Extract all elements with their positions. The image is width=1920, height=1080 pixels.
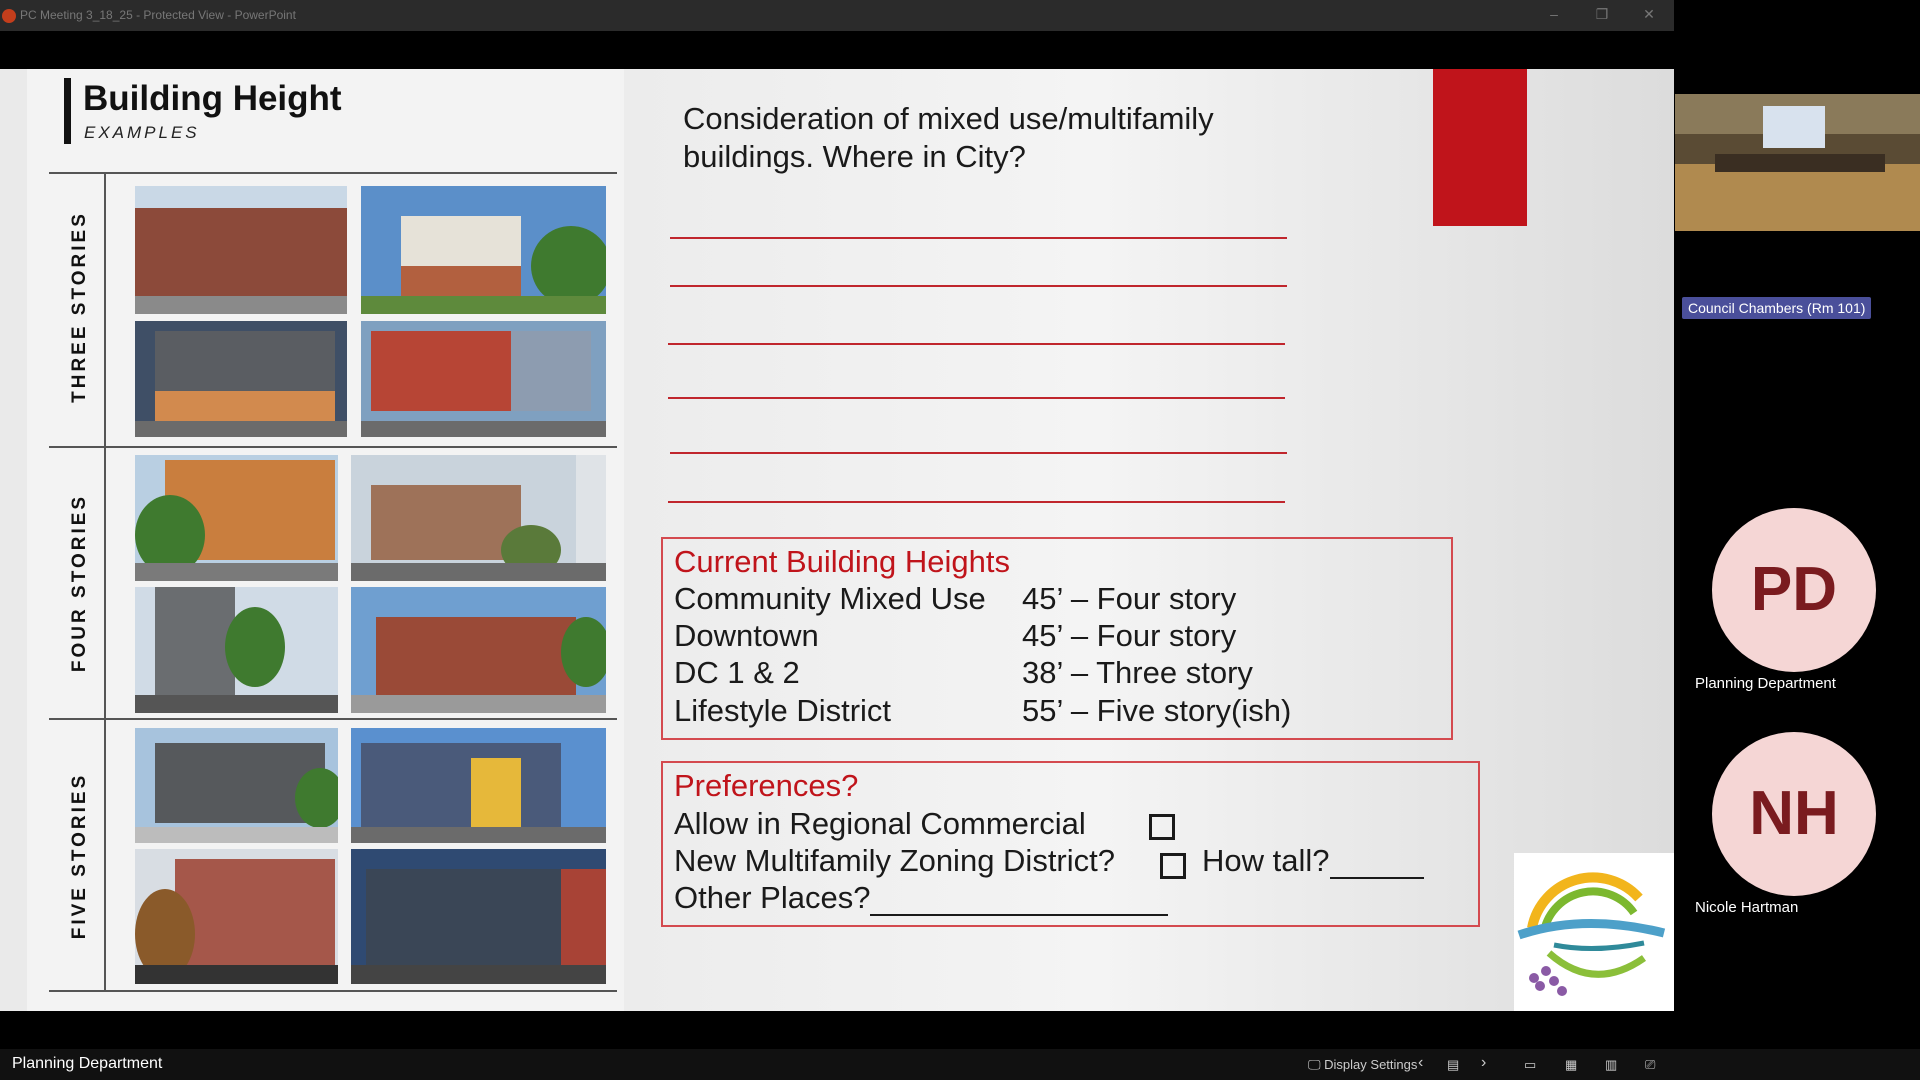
divider [49, 990, 617, 992]
window-titlebar [0, 0, 1674, 31]
slide-title: Building Height [83, 79, 342, 118]
building-photo [351, 587, 606, 713]
building-photo [135, 728, 338, 843]
building-photo [361, 186, 606, 314]
chevron-right-icon[interactable]: › [1481, 1054, 1487, 1071]
window-title: PC Meeting 3_18_25 - Protected View - PowerPoint [20, 8, 296, 22]
participant-name: Planning Department [1695, 675, 1836, 692]
district-height: 45’ – Four story [1022, 581, 1237, 616]
display-settings-button[interactable]: 🖵 Display Settings [1308, 1057, 1418, 1072]
title-accent-bar [64, 78, 71, 144]
answer-line [670, 237, 1287, 239]
checkbox-new-district[interactable] [1160, 853, 1186, 879]
answer-line [668, 343, 1285, 345]
district-name: Downtown [674, 618, 819, 653]
building-photo [135, 186, 347, 314]
answer-line [668, 501, 1285, 503]
answer-line [670, 452, 1287, 454]
building-photo [361, 321, 606, 437]
district-height: 55’ – Five story(ish) [1022, 693, 1292, 728]
normal-view-icon[interactable]: ▭ [1524, 1057, 1537, 1072]
slide-subtitle: EXAMPLES [84, 123, 200, 142]
building-photo [351, 455, 606, 581]
building-photo [351, 849, 606, 984]
row-label-four: FOUR STORIES [69, 493, 90, 673]
district-name: DC 1 & 2 [674, 655, 800, 690]
monitor-icon: 🖵 [1308, 1057, 1325, 1072]
divider [104, 172, 106, 992]
other-places-blank [870, 914, 1168, 916]
consideration-question: Consideration of mixed use/multifamily buildings. Where in City? [683, 101, 1214, 174]
building-photo [135, 587, 338, 713]
building-photo [135, 455, 338, 581]
powerpoint-icon [2, 9, 16, 23]
bottom-bar [0, 1049, 1920, 1080]
close-button[interactable]: ✕ [1643, 6, 1655, 22]
slide-icon[interactable]: ▤ [1447, 1057, 1460, 1072]
building-photo [135, 321, 347, 437]
checkbox-regional-commercial[interactable] [1149, 814, 1175, 840]
district-name: Lifestyle District [674, 693, 892, 728]
reading-view-icon[interactable]: ▥ [1605, 1057, 1618, 1072]
preference-new-district: New Multifamily Zoning District? [674, 843, 1115, 878]
answer-line [668, 397, 1285, 399]
how-tall-blank [1330, 877, 1424, 879]
how-tall-label: How tall? [1202, 843, 1424, 879]
accent-block [1433, 69, 1527, 226]
participant-avatar[interactable]: PD [1712, 508, 1876, 672]
other-places-label: Other Places? [674, 880, 1168, 916]
divider [49, 718, 617, 720]
district-height: 45’ – Four story [1022, 618, 1237, 653]
restore-button[interactable]: ❐ [1595, 6, 1609, 22]
participant-name: Nicole Hartman [1695, 899, 1799, 916]
room-label: Council Chambers (Rm 101) [1682, 297, 1871, 319]
row-label-five: FIVE STORIES [69, 772, 90, 940]
divider [49, 172, 617, 174]
city-logo [1514, 853, 1674, 1011]
chevron-left-icon[interactable]: ‹ [1418, 1054, 1424, 1071]
slideshow-icon[interactable]: ⎚ [1645, 1057, 1656, 1072]
building-photo [135, 849, 338, 984]
preference-regional-commercial: Allow in Regional Commercial [674, 806, 1086, 841]
presenter-name: Planning Department [12, 1055, 163, 1072]
preferences-title: Preferences? [674, 768, 859, 803]
district-height: 38’ – Three story [1022, 655, 1253, 690]
council-chambers-video[interactable] [1675, 94, 1920, 231]
slide-sorter-icon[interactable]: ▦ [1565, 1057, 1578, 1072]
building-photo [351, 728, 606, 843]
participant-avatar[interactable]: NH [1712, 732, 1876, 896]
row-label-three: THREE STORIES [69, 211, 90, 403]
district-name: Community Mixed Use [674, 581, 986, 616]
current-heights-title: Current Building Heights [674, 544, 1011, 579]
minimize-button[interactable]: – [1550, 6, 1558, 22]
answer-line [670, 285, 1287, 287]
slide-canvas [0, 69, 1674, 1011]
divider [49, 446, 617, 448]
